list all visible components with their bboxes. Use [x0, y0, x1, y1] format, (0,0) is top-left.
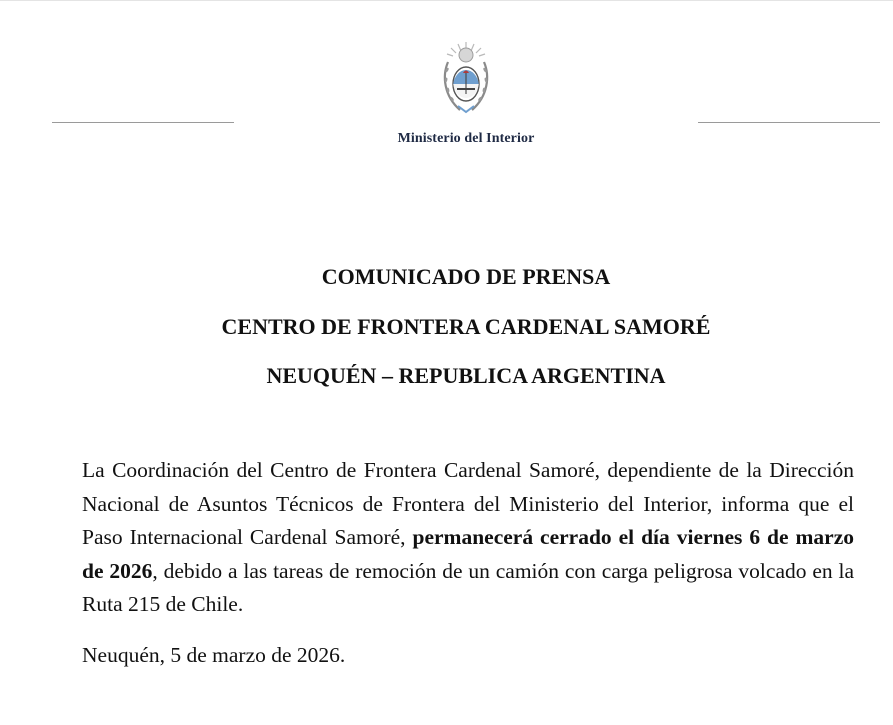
location-title: NEUQUÉN – REPUBLICA ARGENTINA	[266, 363, 666, 388]
press-release-title: COMUNICADO DE PRENSA	[321, 264, 611, 289]
body-text-intro: La Coordinación del Centro de Frontera Cardenal Samoré, dependiente de la Dirección Nacional de Asuntos Técnicos de Frontera del Ministerio del Interior, informa que el Paso Internacional Cardenal Samoré,	[82, 458, 854, 549]
header-rule-left	[52, 122, 234, 123]
place-and-date: Neuquén, 5 de marzo de 2026.	[82, 643, 346, 667]
body-text-reason: , debido a las tareas de remoción de un camión con carga peligrosa volcado en la Ruta 215 de Chile.	[82, 558, 855, 616]
border-center-title: CENTRO DE FRONTERA CARDENAL SAMORÉ	[221, 314, 711, 339]
coat-of-arms-argentina-icon	[440, 40, 492, 118]
page-top-border	[0, 0, 893, 1]
ministry-name: Ministerio del Interior	[397, 131, 535, 146]
closure-notice: permanecerá cerrado el día viernes 6 de marzo de 2026	[82, 525, 854, 583]
press-release-body	[82, 454, 854, 622]
header-rule-right	[698, 122, 880, 123]
